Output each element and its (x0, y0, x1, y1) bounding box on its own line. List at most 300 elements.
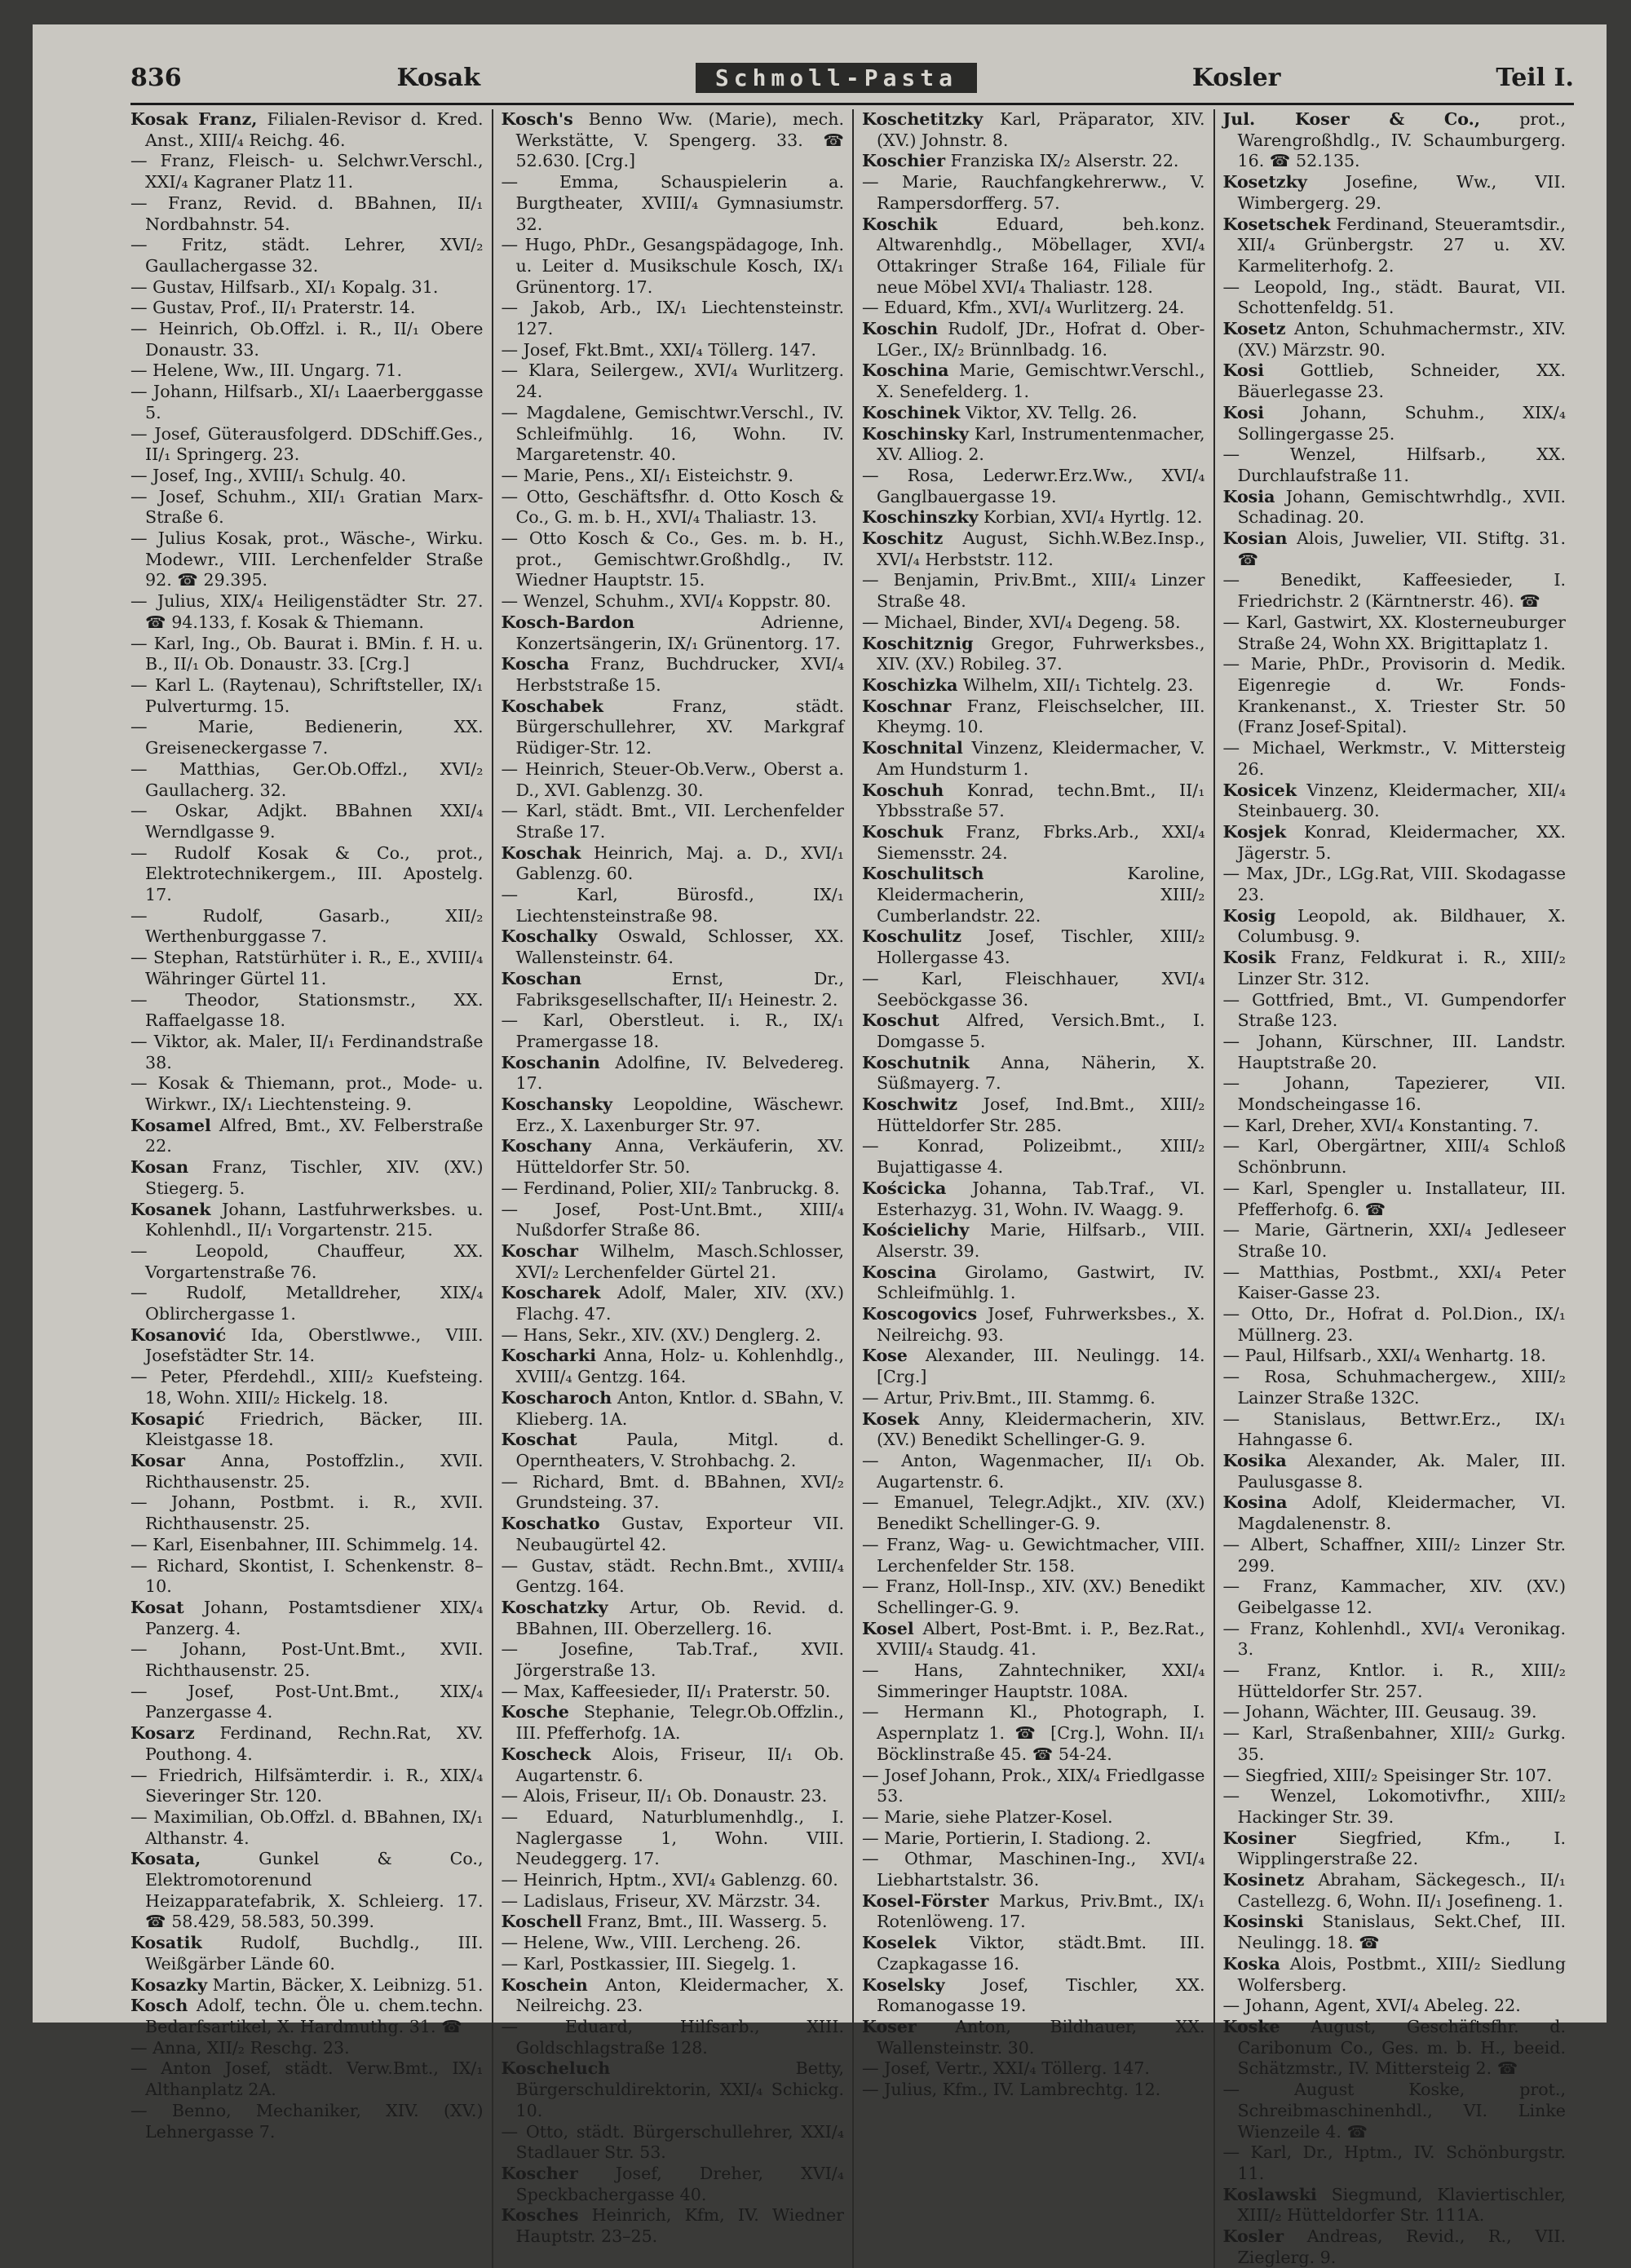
directory-entry (1223, 738, 1567, 780)
entry-name: Koschin (862, 319, 939, 339)
entry-name: Kosig (1222, 905, 1276, 926)
directory-entry (862, 319, 1205, 360)
directory-entry (502, 1472, 845, 1514)
entry-text: Karl, Präparator, XIV. (XV.) Johnstr. 8. (877, 109, 1205, 150)
entry-text: — Gustav, Prof., II/₁ Praterstr. 14. (130, 298, 415, 317)
entry-text: — Otto, Dr., Hofrat d. Pol.Dion., IX/₁ Müllnerg. 23. (1223, 1304, 1567, 1345)
directory-entry (130, 466, 484, 487)
directory-entry (502, 172, 845, 235)
entry-text: Adolf, techn. Öle u. chem.techn. Bedarfsartikel, X. Hardmuthg. 31. ☎ (145, 1996, 484, 2036)
entry-text: Alois, Postbmt., XIII/₂ Siedlung Wolfersberg. (1237, 1953, 1566, 1995)
directory-entry (1223, 2226, 1567, 2268)
directory-entry (862, 172, 1205, 214)
directory-entry (862, 1346, 1205, 1387)
entry-text: — Theodor, Stationsmstr., XX. Raffaelgasse 18. (130, 990, 484, 1031)
directory-entry (502, 1682, 845, 1703)
directory-entry (862, 1766, 1205, 1807)
directory-entry (1223, 864, 1567, 905)
directory-entry (862, 780, 1205, 822)
entry-text: — Karl, Obergärtner, XIII/₄ Schloß Schönbrunn. (1223, 1136, 1567, 1177)
entry-name: Koschutnik (862, 1052, 970, 1072)
entry-name: Koschan (501, 968, 582, 988)
entry-text: — Karl L. (Raytenau), Schriftsteller, IX/₁ Pulverturmg. 15. (130, 675, 484, 716)
entry-text: — Siegfried, XIII/₂ Speisinger Str. 107. (1223, 1766, 1553, 1785)
directory-entry (1223, 2185, 1567, 2226)
directory-entry (862, 1010, 1205, 1052)
directory-entry (1223, 1828, 1567, 1870)
entry-name: Kosian (1222, 528, 1288, 549)
entry-name: Koschatzky (501, 1597, 608, 1617)
directory-entry (862, 634, 1205, 675)
entry-text: Josef, Dreher, XVI/₄ Speckbachergasse 40. (515, 2163, 844, 2204)
directory-entry (130, 1996, 484, 2037)
column-4 (1213, 109, 1575, 2268)
entry-text: Markus, Priv.Bmt., IX/₁ Rotenlöweng. 17. (877, 1890, 1205, 1932)
directory-entry (862, 1660, 1205, 1702)
entry-name: Kosi (1222, 360, 1265, 381)
directory-entry (1223, 2142, 1567, 2184)
directory-entry (130, 1409, 484, 1451)
entry-text: Josef, Tischler, XIII/₂ Hollergasse 43. (877, 926, 1205, 968)
entry-name: Kosch's (501, 109, 573, 129)
entry-text: Franz, Buchdrucker, XVI/₄ Herbststraße 15. (515, 654, 844, 695)
entry-text: — Johann, Hilfsarb., XI/₁ Laaerberggasse 5. (130, 382, 484, 422)
entry-name: Koschnital (862, 738, 963, 758)
entry-name: Kosiner (1222, 1828, 1297, 1848)
entry-text: — Johann, Agent, XVI/₄ Abeleg. 22. (1223, 1996, 1521, 2015)
directory-entry (502, 1954, 845, 1975)
directory-entry (1223, 1032, 1567, 1073)
directory-entry (502, 1639, 845, 1681)
entry-text: Josef, Ind.Bmt., XIII/₂ Hütteldorfer Str. 285. (877, 1094, 1205, 1135)
entry-name: Kosat (130, 1597, 184, 1617)
directory-entry (502, 1556, 845, 1598)
entry-text: Anna, Holz- u. Kohlenhdlg., XVIII/₄ Gentzg. 164. (515, 1346, 844, 1387)
entry-text: — Hans, Sekr., XIV. (XV.) Denglerg. 2. (502, 1325, 821, 1345)
entry-text: — Max, Kaffeesieder, II/₁ Praterstr. 50. (502, 1682, 831, 1701)
entry-text: — Helene, Ww., III. Ungarg. 71. (130, 360, 402, 380)
entry-name: Kościcka (862, 1178, 947, 1198)
entry-name: Koschein (501, 1974, 588, 1995)
directory-entry (862, 1933, 1205, 1974)
directory-entry (862, 864, 1205, 926)
directory-entry (1223, 319, 1567, 360)
entry-name: Kościelichy (862, 1220, 970, 1240)
entry-text: — Anton, Wagenmacher, II/₁ Ob. Augartenstr. 6. (862, 1451, 1205, 1492)
entry-name: Koschinek (862, 402, 961, 422)
directory-entry (1223, 360, 1567, 402)
directory-entry (1223, 1766, 1567, 1787)
entry-name: Kosetzky (1222, 172, 1307, 192)
entry-text: — Josef, Vertr., XXI/₄ Töllerg. 147. (862, 2058, 1150, 2078)
directory-entry (862, 1262, 1205, 1304)
entry-text: — Eduard, Kfm., XVI/₄ Wurlitzerg. 24. (862, 298, 1184, 317)
directory-entry (502, 654, 845, 696)
entry-text: — Franz, Holl-Insp., XIV. (XV.) Benedikt Schellinger-G. 9. (862, 1576, 1205, 1617)
directory-entry (502, 1807, 845, 1870)
directory-entry (130, 235, 484, 276)
directory-entry (1223, 990, 1567, 1032)
entry-text: — Kosak & Thiemann, prot., Mode- u. Wirkwr., IX/₁ Liechtensteing. 9. (130, 1073, 484, 1114)
directory-entry (1223, 172, 1567, 214)
entry-text: Gottlieb, Schneider, XX. Bäuerlegasse 23. (1237, 360, 1567, 402)
entry-text: — Karl, Bürosfd., IX/₁ Liechtensteinstraße 98. (502, 885, 845, 926)
directory-entry (130, 591, 484, 633)
directory-entry (502, 926, 845, 968)
entry-text: — Karl, Dr., Hptm., IV. Schönburgstr. 11. (1223, 2142, 1567, 2183)
entry-text: Johann, Gemischtwrhdlg., XVII. Schadinag. 20. (1237, 486, 1566, 528)
directory-entry (862, 424, 1205, 466)
entry-name: Koschatko (501, 1514, 600, 1534)
entry-name: Kosetschek (1222, 214, 1331, 234)
entry-text: Franz, Feldkurat i. R., XIII/₂ Linzer Str. 312. (1237, 948, 1566, 988)
entry-name: Kosi (1222, 402, 1265, 422)
entry-text: — Josef Johann, Prok., XIX/₄ Friedlgasse 53. (862, 1766, 1205, 1806)
directory-entry (130, 906, 484, 948)
directory-entry (862, 696, 1205, 738)
entry-text: Siegfried, Kfm., I. Wipplingerstraße 22. (1237, 1828, 1566, 1869)
directory-entry (1223, 1912, 1567, 1953)
directory-entry (502, 466, 845, 487)
entry-text: — Heinrich, Steuer-Ob.Verw., Oberst a. D., XVI. Gablenzg. 30. (502, 759, 845, 800)
entry-text: — Michael, Binder, XVI/₄ Degeng. 58. (862, 612, 1181, 632)
entry-text: Girolamo, Gastwirt, IV. Schleifmühlg. 1. (877, 1262, 1205, 1303)
entry-text: — Johann, Wächter, III. Geusaug. 39. (1223, 1702, 1537, 1722)
directory-entry (130, 1598, 484, 1639)
entry-name: Kosch (130, 1996, 188, 2016)
directory-entry (130, 1283, 484, 1324)
directory-entry (502, 2205, 845, 2247)
directory-entry (862, 528, 1205, 570)
entry-text: — Gustav, Hilfsarb., XI/₁ Kopalg. 31. (130, 277, 438, 297)
entry-text: Friedrich, Bäcker, III. Kleistgasse 18. (145, 1408, 484, 1450)
entry-text: — Artur, Priv.Bmt., III. Stammg. 6. (862, 1388, 1156, 1408)
entry-text: August, Sichh.W.Bez.Insp., XVI/₄ Herbststr. 112. (877, 528, 1205, 569)
directory-entry (130, 1933, 484, 1974)
entry-name: Koscheck (501, 1744, 591, 1764)
directory-entry (1223, 1996, 1567, 2017)
entry-text: — Matthias, Postbmt., XXI/₄ Peter Kaiser-Gasse 23. (1223, 1262, 1567, 1303)
directory-entry (502, 801, 845, 842)
entry-text: — Oskar, Adjkt. BBahnen XXI/₄ Werndlgasse 9. (130, 801, 484, 842)
entry-text: — Julius, Kfm., IV. Lambrechtg. 12. (862, 2080, 1160, 2099)
entry-name: Koschizka (862, 674, 958, 695)
entry-text: — Franz, Kohlenhdl., XVI/₄ Veronikag. 3. (1223, 1619, 1567, 1660)
entry-name: Koschitznig (862, 633, 974, 653)
directory-entry (1223, 1116, 1567, 1137)
entry-text: Johann, Lastfuhrwerksbes. u. Kohlenhdl., II/₁ Vorgartenstr. 215. (145, 1199, 484, 1240)
entry-text: — August Koske, prot., Schreibmaschinenhdl., VI. Linke Wienzeile 4. ☎ (1223, 2080, 1567, 2141)
directory-entry (502, 1136, 845, 1178)
entry-text: — Matthias, Ger.Ob.Offzl., XVI/₂ Gaullacherg. 32. (130, 759, 484, 800)
directory-entry (502, 1870, 845, 1891)
entry-text: — Fritz, städt. Lehrer, XVI/₂ Gaullachergasse 32. (130, 235, 484, 276)
entry-text: — Johann, Tapezierer, VII. Mondscheingasse 16. (1223, 1073, 1567, 1114)
directory-entry (1223, 1178, 1567, 1220)
page-header (130, 57, 1574, 98)
directory-entry (130, 1157, 484, 1199)
directory-entry (1223, 1723, 1567, 1765)
directory-entry (130, 2101, 484, 2142)
directory-entry (130, 319, 484, 360)
directory-entry (862, 1053, 1205, 1094)
entry-name: Koschuk (862, 821, 944, 842)
directory-entry (502, 1891, 845, 1912)
directory-entry (130, 1556, 484, 1598)
entry-text: — Johann, Post-Unt.Bmt., XVII. Richthausenstr. 25. (130, 1639, 484, 1680)
entry-text: Andreas, Revid., R., VII. Zieglerg. 9. (1237, 2226, 1567, 2267)
entry-text: Anton, Kleidermacher, X. Neilreichg. 23. (515, 1974, 845, 2016)
directory-entry (862, 1094, 1205, 1136)
entry-text: — Julius Kosak, prot., Wäsche-, Wirku. Modewr., VIII. Lerchenfelder Straße 92. ☎ 29.395. (130, 528, 484, 590)
entry-name: Koscharki (501, 1346, 597, 1366)
directory-entry (502, 340, 845, 361)
directory-entry (502, 1514, 845, 1555)
entry-text: — Karl, Ing., Ob. Baurat i. BMin. f. H. u. B., II/₁ Ob. Donaustr. 33. [Crg.] (130, 634, 484, 674)
directory-entry (862, 2058, 1205, 2080)
directory-entry (130, 1766, 484, 1807)
entry-text: Karl, Instrumentenmacher, XV. Alliog. 2. (877, 423, 1205, 465)
entry-name: Kosanović (130, 1324, 227, 1345)
entry-text: Josef, Tischler, XX. Romanogasse 19. (877, 1974, 1205, 2016)
entry-name: Kosetz (1222, 319, 1286, 339)
directory-entry (862, 151, 1205, 172)
entry-text: — Marie, Bedienerin, XX. Greiseneckergasse 7. (130, 717, 484, 758)
directory-entry (862, 1451, 1205, 1492)
directory-entry (862, 403, 1205, 424)
page-number: 836 (130, 63, 182, 92)
entry-text: — Alois, Friseur, II/₁ Ob. Donaustr. 23. (502, 1786, 828, 1806)
directory-entry (130, 1032, 484, 1073)
directory-entry (130, 634, 484, 675)
directory-entry (502, 1598, 845, 1639)
entry-name: Koschak (501, 842, 581, 863)
entry-name: Koschabek (501, 696, 603, 716)
directory-entry (130, 1116, 484, 1157)
entry-text: — Viktor, ak. Maler, II/₁ Ferdinandstraße 38. (130, 1032, 484, 1072)
directory-entry (130, 759, 484, 801)
directory-entry (130, 1325, 484, 1367)
entry-name: Koschik (862, 214, 938, 234)
entry-name: Koselsky (862, 1974, 945, 1995)
entry-name: Koslawski (1222, 2184, 1317, 2204)
directory-entry (502, 843, 845, 885)
directory-entry (862, 570, 1205, 612)
directory-entry (862, 1619, 1205, 1660)
entry-name: Koscogovics (862, 1304, 978, 1324)
entry-name: Kosatik (130, 1933, 202, 1953)
directory-entry (130, 487, 484, 528)
entry-name: Koschier (862, 151, 946, 171)
entry-text: Franz, Fleischselcher, III. Kheymg. 10. (877, 696, 1205, 737)
directory-entry (862, 360, 1205, 402)
directory-entry (502, 235, 845, 298)
entry-text: August, Geschäftsfhr. d. Caribonum Co., Ges. m. b. H., beeid. Schätzmstr., IV. Mittersteig 2. ☎ (1237, 2016, 1566, 2079)
directory-entry (862, 969, 1205, 1010)
directory-entry (130, 382, 484, 423)
entry-name: Koschitz (862, 528, 944, 549)
entry-name: Koske (1222, 2016, 1280, 2036)
entry-text: Adolf, Maler, XIV. (XV.) Flachg. 47. (515, 1283, 844, 1324)
entry-text: — Karl, Oberstleut. i. R., IX/₁ Pramergasse 18. (502, 1010, 845, 1051)
directory-entry (862, 1849, 1205, 1890)
entry-text: Rudolf, Buchdlg., III. Weißgärber Lände 60. (145, 1933, 484, 1974)
entry-text: Leopoldine, Wäschewr. Erz., X. Laxenburger Str. 97. (515, 1094, 844, 1135)
entry-name: Kosina (1222, 1492, 1288, 1513)
directory-entry (502, 591, 845, 612)
directory-entry (862, 1535, 1205, 1576)
directory-entry (862, 1178, 1205, 1220)
entry-text: — Josef, Post-Unt.Bmt., XIX/₄ Panzergasse 4. (130, 1682, 484, 1722)
directory-entry (1223, 1786, 1567, 1828)
entry-text: Alfred, Versich.Bmt., I. Domgasse 5. (877, 1010, 1205, 1051)
directory-entry (862, 466, 1205, 507)
directory-entry (130, 990, 484, 1032)
directory-entry (502, 528, 845, 591)
directory-entry (130, 277, 484, 298)
entry-name: Kosarz (130, 1723, 195, 1744)
directory-entry (502, 969, 845, 1010)
entry-text: — Stanislaus, Bettwr.Erz., IX/₁ Hahngasse 6. (1223, 1409, 1567, 1450)
entry-text: — Jakob, Arb., IX/₁ Liechtensteinstr. 127. (502, 298, 845, 338)
entry-text: — Albert, Schaffner, XIII/₂ Linzer Str. 299. (1223, 1535, 1567, 1576)
directory-entry (862, 1807, 1205, 1828)
entry-name: Kosar (130, 1451, 185, 1470)
directory-entry (130, 1975, 484, 1996)
directory-entry (130, 2038, 484, 2059)
directory-entry (502, 759, 845, 801)
entry-text: — Karl, Postkassier, III. Siegelg. 1. (502, 1954, 797, 1974)
directory-entry (502, 1053, 845, 1094)
entry-name: Koschar (501, 1240, 578, 1261)
directory-entry (502, 1912, 845, 1933)
entry-text: Ferdinand, Rechn.Rat, XV. Pouthong. 4. (145, 1723, 484, 1764)
directory-entry (502, 1786, 845, 1807)
entry-name: Koschany (501, 1136, 592, 1156)
entry-name: Koschanin (501, 1052, 600, 1072)
entry-text: Artur, Ob. Revid. d. BBahnen, III. Oberzellerg. 16. (515, 1597, 844, 1638)
entry-name: Koschetitzky (862, 109, 983, 129)
entry-text: Franz, Bmt., III. Wasserg. 5. (587, 1912, 828, 1932)
entry-text: — Rudolf, Metalldreher, XIX/₄ Oblirchergasse 1. (130, 1283, 484, 1324)
entry-text: — Wenzel, Hilfsarb., XX. Durchlaufstraße 11. (1223, 444, 1567, 485)
directory-entry (1223, 822, 1567, 864)
entry-name: Kosinetz (1222, 1870, 1305, 1890)
entry-text: Ernst, Dr., Fabriksgesellschafter, II/₁ Heinestr. 2. (515, 968, 845, 1010)
directory-entry (862, 507, 1205, 528)
entry-text: — Johann, Kürschner, III. Landstr. Hauptstraße 20. (1223, 1032, 1567, 1072)
entry-text: Benno Ww. (Marie), mech. Werkstätte, V. Spengerg. 33. ☎ 52.630. [Crg.] (515, 109, 845, 171)
entry-name: Koschalky (501, 926, 598, 947)
directory-entry (862, 1492, 1205, 1534)
entry-text: Eduard, beh.konz. Altwarenhdlg., Möbellager, XVI/₄ Ottakringer Straße 164, Filiale für neue Möbel XVI/₄ Thaliastr. 128. (877, 214, 1205, 297)
entry-name: Koschut (862, 1010, 939, 1031)
entry-name: Koska (1222, 1953, 1280, 1974)
entry-text: — Helene, Ww., VIII. Lercheng. 26. (502, 1933, 802, 1952)
entry-text: — Stephan, Ratstürhüter i. R., E., XVIII/₄ Währinger Gürtel 11. (130, 948, 484, 988)
entry-text: Adolfine, IV. Belvedereg. 17. (515, 1052, 844, 1094)
directory-entry (502, 1010, 845, 1052)
directory-entry (130, 424, 484, 466)
directory-entry (130, 801, 484, 842)
entry-columns (130, 109, 1574, 2267)
entry-text: — Benjamin, Priv.Bmt., XIII/₄ Linzer Straße 48. (862, 570, 1205, 611)
directory-entry (502, 2122, 845, 2164)
entry-text: — Marie, Gärtnerin, XXI/₄ Jedleseer Straße 10. (1223, 1220, 1567, 1261)
entry-name: Kosinski (1222, 1912, 1304, 1932)
directory-entry (1223, 2080, 1567, 2142)
directory-entry (130, 1073, 484, 1115)
entry-text: Josef, Fuhrwerksbes., X. Neilreichg. 93. (877, 1304, 1205, 1345)
directory-entry (130, 1200, 484, 1241)
entry-text: Konrad, Kleidermacher, XX. Jägerstr. 5. (1237, 821, 1566, 863)
entry-name: Koschell (501, 1912, 582, 1932)
entry-text: — Marie, Pens., XI/₁ Eisteichstr. 9. (502, 466, 794, 485)
entry-text: Josefine, Ww., VII. Wimbergerg. 29. (1237, 172, 1566, 213)
entry-name: Kosjek (1222, 821, 1287, 842)
entry-text: — Franz, Kntlor. i. R., XIII/₂ Hütteldorfer Str. 257. (1223, 1660, 1567, 1701)
entry-text: — Hugo, PhDr., Gesangspädagoge, Inh. u. Leiter d. Musikschule Kosch, IX/₁ Grünentorg. 17. (502, 235, 845, 296)
directory-entry (1223, 780, 1567, 822)
entry-text: Adrienne, Konzertsängerin, IX/₁ Grünentorg. 17. (515, 612, 844, 653)
entry-text: — Marie, PhDr., Provisorin d. Medik. Eigenregie d. Wr. Fonds-Krankenanst., X. Triester Str. 50 (Franz Josef-Spital). (1223, 654, 1567, 736)
entry-text: — Johann, Postbmt. i. R., XVII. Richthausenstr. 25. (130, 1492, 484, 1533)
entry-text: — Max, JDr., LGg.Rat, VIII. Skodagasse 23. (1223, 864, 1567, 904)
directory-entry (502, 2164, 845, 2205)
entry-text: — Otto, städt. Bürgerschullehrer, XXI/₄ Stadlauer Str. 53. (502, 2122, 845, 2163)
directory-entry (1223, 1492, 1567, 1534)
entry-name: Kosapić (130, 1408, 205, 1429)
entry-text: — Maximilian, Ob.Offzl. d. BBahnen, IX/₁ Althanstr. 4. (130, 1807, 484, 1848)
entry-text: Abraham, Säckegesch., II/₁ Castellezg. 6, Wohn. II/₁ Josefineng. 1. (1237, 1870, 1567, 1911)
directory-entry (1223, 612, 1567, 654)
entry-text: prot., Warengroßhdlg., IV. Schaumburgerg. 16. ☎ 52.135. (1237, 109, 1566, 171)
entry-name: Kosch-Bardon (501, 612, 635, 632)
directory-entry (862, 214, 1205, 298)
entry-name: Koscheluch (501, 2058, 611, 2079)
directory-entry (862, 1388, 1205, 1409)
entry-text: — Hermann Kl., Photograph, I. Aspernplatz 1. ☎ [Crg.], Wohn. II/₁ Böcklinstraße 45. ☎ 54-24. (862, 1702, 1205, 1763)
entry-text: Stanislaus, Sekt.Chef, III. Neulingg. 18. ☎ (1237, 1912, 1566, 1953)
directory-entry (130, 1723, 484, 1765)
directory-entry (130, 1639, 484, 1681)
entry-name: Kosche (501, 1702, 569, 1722)
entry-text: Viktor, städt.Bmt. III. Czapkagasse 16. (877, 1933, 1205, 1974)
entry-name: Koschat (501, 1430, 577, 1450)
directory-entry (502, 2058, 845, 2121)
entry-text: Heinrich, Kfm, IV. Wiedner Hauptstr. 23–25. (515, 2205, 845, 2247)
entry-text: — Josefine, Tab.Traf., XVII. Jörgerstraße 13. (502, 1639, 845, 1680)
entry-text: — Otto Kosch & Co., Ges. m. b. H., prot., Gemischtwr.Großhdlg., IV. Wiedner Hauptstr. 15. (502, 528, 845, 590)
directory-entry (130, 193, 484, 235)
entry-text: — Rudolf, Gasarb., XII/₂ Werthenburggasse 7. (130, 906, 484, 947)
directory-entry (130, 360, 484, 382)
entry-name: Kosik (1222, 948, 1276, 968)
entry-name: Koscher (501, 2163, 578, 2183)
entry-name: Koschina (862, 360, 949, 381)
header-left-name: Kosak (396, 63, 481, 92)
entry-name: Koscha (501, 654, 570, 674)
directory-entry (502, 109, 845, 172)
entry-name: Koscina (862, 1262, 937, 1282)
directory-entry (130, 528, 484, 591)
directory-entry (502, 1975, 845, 2017)
entry-name: Kosazky (130, 1974, 208, 1995)
directory-entry (502, 1933, 845, 1954)
directory-entry (1223, 403, 1567, 444)
directory-entry (1223, 1535, 1567, 1576)
directory-entry (130, 717, 484, 758)
